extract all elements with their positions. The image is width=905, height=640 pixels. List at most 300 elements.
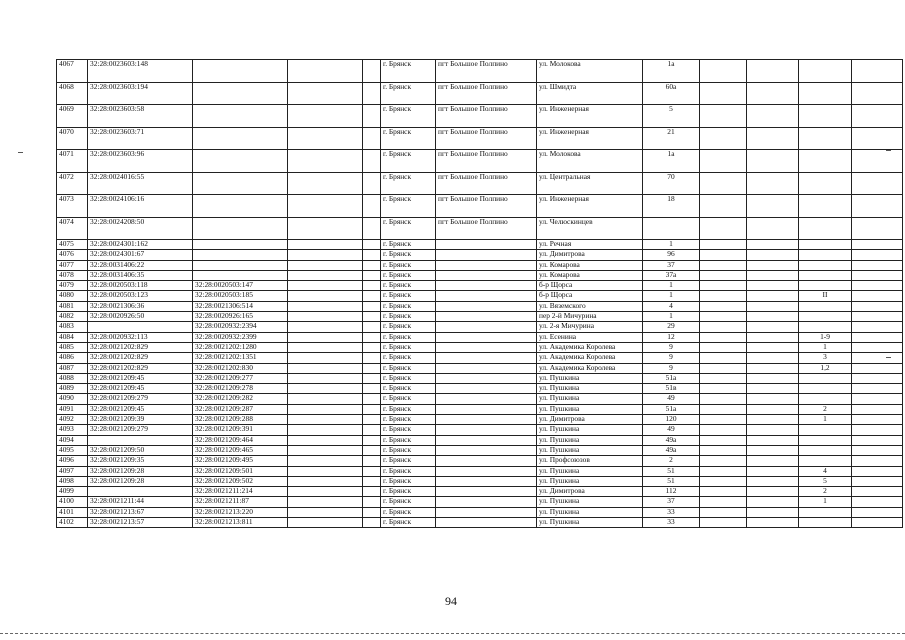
empty-cell: [288, 195, 363, 218]
flat-cell: 3: [799, 353, 852, 363]
city-cell: г. Брянск: [381, 466, 436, 476]
city-cell: г. Брянск: [381, 270, 436, 280]
empty-cell: [747, 415, 799, 425]
cadastral-land-cell: 32:28:0024016:55: [88, 172, 193, 195]
city-cell: г. Брянск: [381, 363, 436, 373]
table-row: [57, 404, 903, 414]
empty-cell: [288, 415, 363, 425]
settlement-cell: [436, 476, 537, 486]
row-number-cell: 4071: [57, 150, 88, 173]
empty-cell: [747, 301, 799, 311]
cadastral-land-cell: 32:28:0020926:50: [88, 312, 193, 322]
cadastral-object-cell: 32:28:0021211:214: [193, 487, 288, 497]
empty-cell: [852, 322, 903, 332]
cadastral-land-cell: 32:28:0031406:22: [88, 260, 193, 270]
empty-cell: [747, 332, 799, 342]
city-cell: г. Брянск: [381, 342, 436, 352]
row-number-cell: 4095: [57, 445, 88, 455]
flat-cell: [799, 250, 852, 260]
table-row: [57, 353, 903, 363]
table-row: [57, 332, 903, 342]
cadastral-land-cell: 32:28:0021209:39: [88, 415, 193, 425]
empty-cell: [852, 240, 903, 250]
flat-cell: 1: [799, 415, 852, 425]
empty-cell: [747, 322, 799, 332]
empty-cell: [852, 425, 903, 435]
cadastral-object-cell: 32:28:0021209:464: [193, 435, 288, 445]
row-number-cell: 4081: [57, 301, 88, 311]
empty-cell: [288, 466, 363, 476]
empty-cell: [700, 82, 747, 105]
cadastral-object-cell: 32:28:0020926:165: [193, 312, 288, 322]
street-cell: б-р Щорса: [537, 291, 643, 301]
settlement-cell: [436, 373, 537, 383]
empty-cell: [363, 250, 381, 260]
table-row: [57, 415, 903, 425]
register-body: [57, 60, 903, 528]
city-cell: г. Брянск: [381, 456, 436, 466]
empty-cell: [852, 250, 903, 260]
empty-cell: [852, 363, 903, 373]
street-cell: ул. Пушкина: [537, 384, 643, 394]
empty-cell: [288, 291, 363, 301]
row-number-cell: 4084: [57, 332, 88, 342]
flat-cell: 2: [799, 404, 852, 414]
flat-cell: [799, 105, 852, 128]
settlement-cell: пгт Большое Полпино: [436, 60, 537, 83]
cadastral-object-cell: [193, 195, 288, 218]
empty-cell: [363, 425, 381, 435]
empty-cell: [288, 363, 363, 373]
empty-cell: [700, 507, 747, 517]
empty-cell: [700, 322, 747, 332]
empty-cell: [363, 281, 381, 291]
row-number-cell: 4100: [57, 497, 88, 507]
flat-cell: 1,2: [799, 363, 852, 373]
house-cell: 1: [643, 312, 700, 322]
street-cell: ул. Пушкина: [537, 518, 643, 528]
street-cell: ул. Центральная: [537, 172, 643, 195]
house-cell: 70: [643, 172, 700, 195]
cadastral-land-cell: 32:28:0024106:16: [88, 195, 193, 218]
empty-cell: [288, 507, 363, 517]
cadastral-land-cell: 32:28:0021209:28: [88, 466, 193, 476]
settlement-cell: [436, 518, 537, 528]
scan-mark: [18, 152, 23, 153]
flat-cell: [799, 445, 852, 455]
table-row: [57, 322, 903, 332]
empty-cell: [288, 281, 363, 291]
street-cell: ул. Комарова: [537, 260, 643, 270]
cadastral-land-cell: 32:28:0021209:45: [88, 373, 193, 383]
street-cell: ул. Есенина: [537, 332, 643, 342]
empty-cell: [288, 60, 363, 83]
empty-cell: [852, 195, 903, 218]
house-cell: 1а: [643, 60, 700, 83]
table-row: [57, 425, 903, 435]
empty-cell: [852, 60, 903, 83]
table-row: [57, 82, 903, 105]
cadastral-land-cell: 32:28:0024301:162: [88, 240, 193, 250]
empty-cell: [852, 476, 903, 486]
cadastral-object-cell: 32:28:0020503:147: [193, 281, 288, 291]
empty-cell: [747, 281, 799, 291]
flat-cell: 1: [799, 342, 852, 352]
city-cell: г. Брянск: [381, 384, 436, 394]
empty-cell: [288, 240, 363, 250]
flat-cell: 5: [799, 476, 852, 486]
flat-cell: [799, 456, 852, 466]
flat-cell: 2: [799, 487, 852, 497]
house-cell: 49: [643, 425, 700, 435]
flat-cell: [799, 150, 852, 173]
row-number-cell: 4070: [57, 127, 88, 150]
city-cell: г. Брянск: [381, 60, 436, 83]
empty-cell: [747, 456, 799, 466]
empty-cell: [747, 250, 799, 260]
row-number-cell: 4067: [57, 60, 88, 83]
cadastral-land-cell: 32:28:0021213:67: [88, 507, 193, 517]
settlement-cell: [436, 404, 537, 414]
empty-cell: [363, 240, 381, 250]
empty-cell: [852, 342, 903, 352]
empty-cell: [363, 373, 381, 383]
empty-cell: [700, 404, 747, 414]
empty-cell: [852, 518, 903, 528]
settlement-cell: [436, 415, 537, 425]
empty-cell: [700, 270, 747, 280]
table-row: [57, 363, 903, 373]
house-cell: 1: [643, 291, 700, 301]
empty-cell: [288, 404, 363, 414]
street-cell: ул. Инженерная: [537, 105, 643, 128]
empty-cell: [852, 82, 903, 105]
cadastral-object-cell: 32:28:0021209:501: [193, 466, 288, 476]
table-row: [57, 487, 903, 497]
table-row: [57, 456, 903, 466]
house-cell: 37а: [643, 270, 700, 280]
street-cell: ул. Димитрова: [537, 487, 643, 497]
street-cell: ул. Академика Королева: [537, 363, 643, 373]
empty-cell: [747, 150, 799, 173]
table-row: [57, 260, 903, 270]
street-cell: ул. Пушкина: [537, 404, 643, 414]
empty-cell: [852, 172, 903, 195]
city-cell: г. Брянск: [381, 487, 436, 497]
flat-cell: [799, 195, 852, 218]
city-cell: г. Брянск: [381, 301, 436, 311]
cadastral-land-cell: 32:28:0021202:829: [88, 353, 193, 363]
empty-cell: [852, 435, 903, 445]
table-row: [57, 105, 903, 128]
house-cell: 49: [643, 394, 700, 404]
cadastral-land-cell: 32:28:0024208:50: [88, 217, 193, 240]
cadastral-object-cell: 32:28:0021209:282: [193, 394, 288, 404]
empty-cell: [700, 240, 747, 250]
empty-cell: [747, 404, 799, 414]
cadastral-object-cell: [193, 172, 288, 195]
empty-cell: [288, 127, 363, 150]
city-cell: г. Брянск: [381, 518, 436, 528]
street-cell: ул. Пушкина: [537, 497, 643, 507]
cadastral-land-cell: 32:28:0021209:279: [88, 425, 193, 435]
empty-cell: [288, 425, 363, 435]
empty-cell: [363, 322, 381, 332]
cadastral-land-cell: 32:28:0024301:67: [88, 250, 193, 260]
cadastral-land-cell: 32:28:0021209:279: [88, 394, 193, 404]
settlement-cell: пгт Большое Полпино: [436, 82, 537, 105]
empty-cell: [747, 195, 799, 218]
street-cell: ул. Димитрова: [537, 250, 643, 260]
flat-cell: [799, 217, 852, 240]
table-row: [57, 384, 903, 394]
empty-cell: [363, 60, 381, 83]
house-cell: 49а: [643, 445, 700, 455]
street-cell: ул. Академика Королева: [537, 353, 643, 363]
house-cell: 4: [643, 301, 700, 311]
row-number-cell: 4072: [57, 172, 88, 195]
house-cell: 12: [643, 332, 700, 342]
settlement-cell: пгт Большое Полпино: [436, 195, 537, 218]
table-row: [57, 60, 903, 83]
empty-cell: [700, 260, 747, 270]
street-cell: б-р Щорса: [537, 281, 643, 291]
house-cell: 33: [643, 518, 700, 528]
empty-cell: [288, 332, 363, 342]
house-cell: 9: [643, 363, 700, 373]
empty-cell: [747, 105, 799, 128]
empty-cell: [852, 301, 903, 311]
city-cell: г. Брянск: [381, 281, 436, 291]
house-cell: 37: [643, 497, 700, 507]
empty-cell: [363, 353, 381, 363]
flat-cell: [799, 82, 852, 105]
empty-cell: [747, 342, 799, 352]
city-cell: г. Брянск: [381, 353, 436, 363]
house-cell: 9: [643, 342, 700, 352]
cadastral-land-cell: 32:28:0021209:45: [88, 404, 193, 414]
house-cell: 33: [643, 507, 700, 517]
empty-cell: [363, 195, 381, 218]
row-number-cell: 4098: [57, 476, 88, 486]
row-number-cell: 4079: [57, 281, 88, 291]
house-cell: 60а: [643, 82, 700, 105]
flat-cell: [799, 127, 852, 150]
empty-cell: [852, 353, 903, 363]
cadastral-object-cell: 32:28:0021213:811: [193, 518, 288, 528]
cadastral-land-cell: 32:28:0023603:58: [88, 105, 193, 128]
empty-cell: [288, 497, 363, 507]
settlement-cell: пгт Большое Полпино: [436, 172, 537, 195]
settlement-cell: [436, 353, 537, 363]
house-cell: 51а: [643, 404, 700, 414]
settlement-cell: [436, 322, 537, 332]
settlement-cell: [436, 384, 537, 394]
empty-cell: [363, 456, 381, 466]
street-cell: ул. Молокова: [537, 60, 643, 83]
house-cell: 51: [643, 476, 700, 486]
settlement-cell: [436, 250, 537, 260]
street-cell: ул. Пушкина: [537, 476, 643, 486]
scan-mark: [886, 150, 891, 151]
city-cell: г. Брянск: [381, 217, 436, 240]
city-cell: г. Брянск: [381, 445, 436, 455]
empty-cell: [747, 217, 799, 240]
empty-cell: [700, 195, 747, 218]
street-cell: ул. Речная: [537, 240, 643, 250]
settlement-cell: [436, 260, 537, 270]
settlement-cell: пгт Большое Полпино: [436, 127, 537, 150]
house-cell: 51а: [643, 373, 700, 383]
house-cell: 5: [643, 105, 700, 128]
cadastral-object-cell: 32:28:0021209:465: [193, 445, 288, 455]
empty-cell: [700, 217, 747, 240]
row-number-cell: 4093: [57, 425, 88, 435]
row-number-cell: 4094: [57, 435, 88, 445]
empty-cell: [700, 301, 747, 311]
flat-cell: [799, 322, 852, 332]
cadastral-object-cell: 32:28:0021211:87: [193, 497, 288, 507]
empty-cell: [700, 394, 747, 404]
cadastral-object-cell: 32:28:0021209:287: [193, 404, 288, 414]
empty-cell: [700, 487, 747, 497]
table-row: [57, 281, 903, 291]
empty-cell: [363, 301, 381, 311]
table-row: [57, 342, 903, 352]
cadastral-object-cell: 32:28:0021209:502: [193, 476, 288, 486]
empty-cell: [288, 394, 363, 404]
empty-cell: [700, 497, 747, 507]
empty-cell: [700, 105, 747, 128]
empty-cell: [288, 150, 363, 173]
table-row: [57, 435, 903, 445]
city-cell: г. Брянск: [381, 415, 436, 425]
empty-cell: [288, 445, 363, 455]
city-cell: г. Брянск: [381, 82, 436, 105]
row-number-cell: 4082: [57, 312, 88, 322]
settlement-cell: пгт Большое Полпино: [436, 105, 537, 128]
settlement-cell: [436, 456, 537, 466]
row-number-cell: 4101: [57, 507, 88, 517]
settlement-cell: [436, 291, 537, 301]
table-row: [57, 507, 903, 517]
table-row: [57, 466, 903, 476]
street-cell: ул. Пушкина: [537, 435, 643, 445]
empty-cell: [288, 312, 363, 322]
street-cell: ул. Пушкина: [537, 373, 643, 383]
settlement-cell: [436, 394, 537, 404]
table-row: [57, 301, 903, 311]
empty-cell: [363, 291, 381, 301]
cadastral-land-cell: 32:28:0021209:35: [88, 456, 193, 466]
settlement-cell: пгт Большое Полпино: [436, 150, 537, 173]
street-cell: ул. Пушкина: [537, 394, 643, 404]
flat-cell: 1-9: [799, 332, 852, 342]
city-cell: г. Брянск: [381, 250, 436, 260]
table-row: [57, 195, 903, 218]
table-row: [57, 445, 903, 455]
settlement-cell: [436, 363, 537, 373]
city-cell: г. Брянск: [381, 240, 436, 250]
cadastral-object-cell: [193, 270, 288, 280]
empty-cell: [852, 394, 903, 404]
city-cell: г. Брянск: [381, 260, 436, 270]
cadastral-object-cell: 32:28:0020503:185: [193, 291, 288, 301]
house-cell: [643, 217, 700, 240]
table-row: [57, 127, 903, 150]
empty-cell: [700, 291, 747, 301]
house-cell: 18: [643, 195, 700, 218]
row-number-cell: 4088: [57, 373, 88, 383]
settlement-cell: [436, 312, 537, 322]
settlement-cell: [436, 487, 537, 497]
street-cell: ул. Вяземского: [537, 301, 643, 311]
empty-cell: [700, 445, 747, 455]
city-cell: г. Брянск: [381, 373, 436, 383]
empty-cell: [852, 487, 903, 497]
city-cell: г. Брянск: [381, 404, 436, 414]
settlement-cell: [436, 240, 537, 250]
row-number-cell: 4099: [57, 487, 88, 497]
scan-edge-line: [0, 633, 905, 634]
empty-cell: [852, 415, 903, 425]
settlement-cell: [436, 497, 537, 507]
empty-cell: [700, 150, 747, 173]
empty-cell: [700, 312, 747, 322]
city-cell: г. Брянск: [381, 476, 436, 486]
empty-cell: [288, 342, 363, 352]
empty-cell: [288, 487, 363, 497]
cadastral-object-cell: [193, 127, 288, 150]
flat-cell: [799, 435, 852, 445]
flat-cell: [799, 425, 852, 435]
empty-cell: [288, 260, 363, 270]
empty-cell: [852, 456, 903, 466]
street-cell: ул. Димитрова: [537, 415, 643, 425]
row-number-cell: 4085: [57, 342, 88, 352]
empty-cell: [288, 105, 363, 128]
flat-cell: [799, 507, 852, 517]
city-cell: г. Брянск: [381, 172, 436, 195]
row-number-cell: 4074: [57, 217, 88, 240]
house-cell: 29: [643, 322, 700, 332]
settlement-cell: [436, 425, 537, 435]
flat-cell: [799, 301, 852, 311]
flat-cell: 1: [799, 497, 852, 507]
row-number-cell: 4073: [57, 195, 88, 218]
empty-cell: [852, 127, 903, 150]
street-cell: ул. Пушкина: [537, 466, 643, 476]
empty-cell: [700, 332, 747, 342]
empty-cell: [363, 312, 381, 322]
cadastral-object-cell: 32:28:0021202:1351: [193, 353, 288, 363]
empty-cell: [700, 250, 747, 260]
empty-cell: [363, 105, 381, 128]
street-cell: ул. Пушкина: [537, 445, 643, 455]
city-cell: г. Брянск: [381, 425, 436, 435]
empty-cell: [700, 435, 747, 445]
empty-cell: [700, 466, 747, 476]
cadastral-land-cell: 32:28:0023603:71: [88, 127, 193, 150]
empty-cell: [288, 353, 363, 363]
empty-cell: [747, 384, 799, 394]
empty-cell: [363, 150, 381, 173]
empty-cell: [288, 456, 363, 466]
table-row: [57, 240, 903, 250]
street-cell: ул. Академика Королева: [537, 342, 643, 352]
empty-cell: [288, 82, 363, 105]
row-number-cell: 4080: [57, 291, 88, 301]
